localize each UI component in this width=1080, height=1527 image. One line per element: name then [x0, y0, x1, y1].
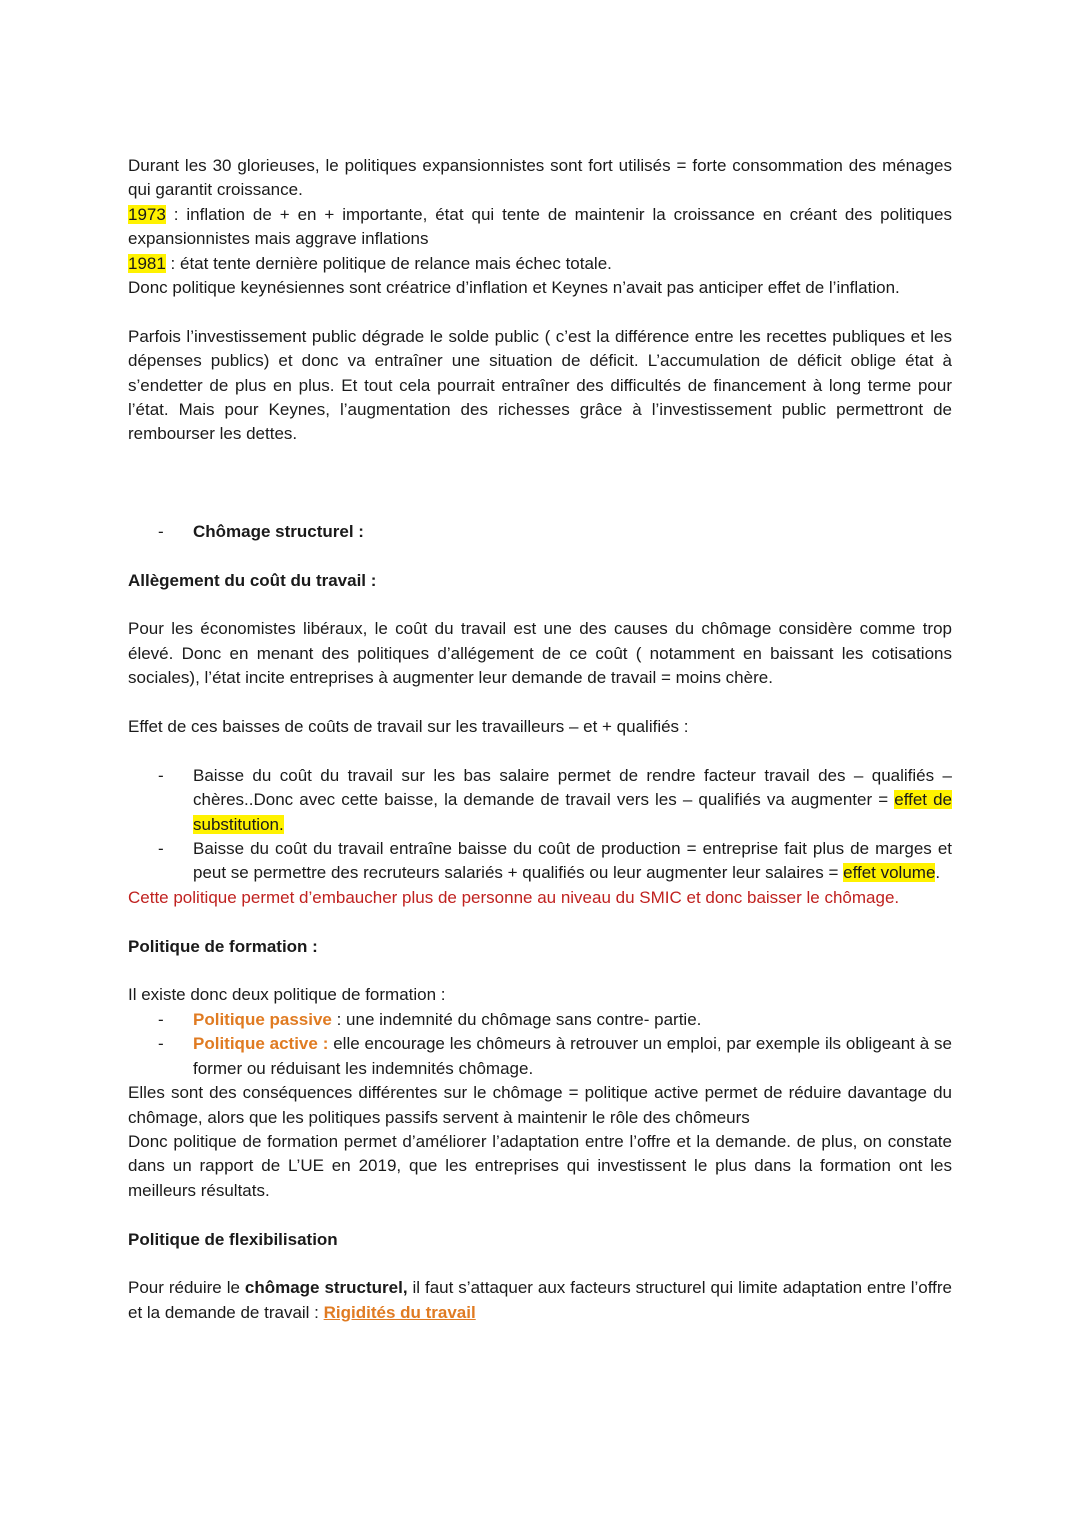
- bold-chomage-structurel: chômage structurel,: [244, 1278, 408, 1298]
- heading-formation: Politique de formation :: [128, 936, 318, 956]
- effet-volume-highlight: effet volume: [843, 863, 936, 883]
- bullet-substitution: - Baisse du coût du travail sur les bas salaire permet de rendre facteur travail des – qualifiés – chères..Donc avec cette baisse, la demande de travail vers les – qualifiés va augmenter = effet de substitution.: [158, 765, 952, 834]
- bullet-active: - Politique active : elle encourage les chômeurs à retrouver un emploi, par exemple ils obligeant à se former ou réduisant les indemnités chômage.: [158, 1034, 952, 1078]
- bullet-passive: - Politique passive : une indemnité du chômage sans contre- partie.: [158, 1009, 702, 1029]
- effet-intro: Effet de ces baisses de coûts de travail sur les travailleurs – et + qualifiés :: [128, 717, 689, 737]
- effet-bullets: [128, 764, 952, 886]
- heading-flexibilisation: Politique de flexibilisation: [128, 1229, 338, 1249]
- keynes-conclusion: Donc politique keynésiennes sont créatrice d’inflation et Keynes n’avait pas anticiper effet de l’inflation.: [128, 278, 900, 298]
- paragraph-30-glorieuses: Durant les 30 glorieuses, le politiques expansionnistes sont fort utilisés = forte consommation des ménages qui garantit croissance. 1973 : inflation de + en + importante, état qui tente de maintenir la croissance en créant des politiques expansionnistes mais aggrave inflations 1981 : état tente dernière politique de relance mais échec totale. Donc politique keynésiennes sont créatrice d’inflation et Keynes n’avait pas anticiper effet de l’inflation.: [128, 156, 952, 298]
- year-1981-highlight: 1981: [128, 253, 166, 273]
- formation-intro: Il existe donc deux politique de formation :: [128, 985, 446, 1005]
- section-title-chomage-structurel: Chômage structurel :: [193, 521, 364, 541]
- formation-consequences: Elles sont des conséquences différentes sur le chômage = politique active permet de réduire davantage du chômage, alors que les politiques passifs servent à maintenir le rôle des chômeurs: [128, 1083, 952, 1127]
- bullet-volume: - Baisse du coût du travail entraîne baisse du coût de production = entreprise fait plus de marges et peut se permettre des recruteurs salariés + qualifiés ou leur augmenter leur salaires = effet volume.: [158, 839, 952, 883]
- paragraph-investissement-public: Parfois l’investissement public dégrade le solde public ( c’est la différence entre les recettes publiques et les dépenses publics) et donc va entraîner une situation de déficit. L’accumulation de déficit oblige état à s’endetter de plus en plus. Et tout cela pourrait entraîner des difficultés de financement à long terme pour l’état. Mais pour Keynes, l’augmentation des richesses grâce à l’investissement public permettront de rembourser les dettes.: [128, 326, 952, 444]
- paragraph-flexibilisation: Pour réduire le chômage structurel, il faut s’attaquer aux facteurs structurel qui limite adaptation entre l’offre et la demande de travail : Rigidités du travail: [128, 1278, 952, 1322]
- link-rigidites-du-travail[interactable]: Rigidités du travail: [323, 1302, 476, 1322]
- heading-allegement: Allègement du coût du travail :: [128, 570, 377, 590]
- formation-conclusion: Donc politique de formation permet d’améliorer l’adaptation entre l’offre et la demande. de plus, on constate dans un rapport de L’UE en 2019, que les entreprises qui investissent le plus dans la formation ont les meilleurs résultats.: [128, 1131, 952, 1200]
- year-1973-highlight: 1973: [128, 204, 166, 224]
- paragraph-allegement: Pour les économistes libéraux, le coût du travail est une des causes du chômage considère comme trop élevé. Donc en menant des politiques d’allégement de ce coût ( notamment en baissant les cotisations sociales), l’état incite entreprises à augmenter leur demande de travail = moins chère.: [128, 619, 952, 688]
- red-conclusion: Cette politique permet d’embaucher plus de personne au niveau du SMIC et donc baisser le chômage.: [128, 887, 900, 907]
- label-passive: Politique passive: [193, 1009, 332, 1029]
- effet-substitution-highlight: effet de substitution.: [193, 790, 952, 834]
- section-chomage-structurel: - Chômage structurel :: [158, 521, 364, 541]
- formation-bullets: [128, 1008, 952, 1081]
- label-active: Politique active :: [193, 1034, 329, 1054]
